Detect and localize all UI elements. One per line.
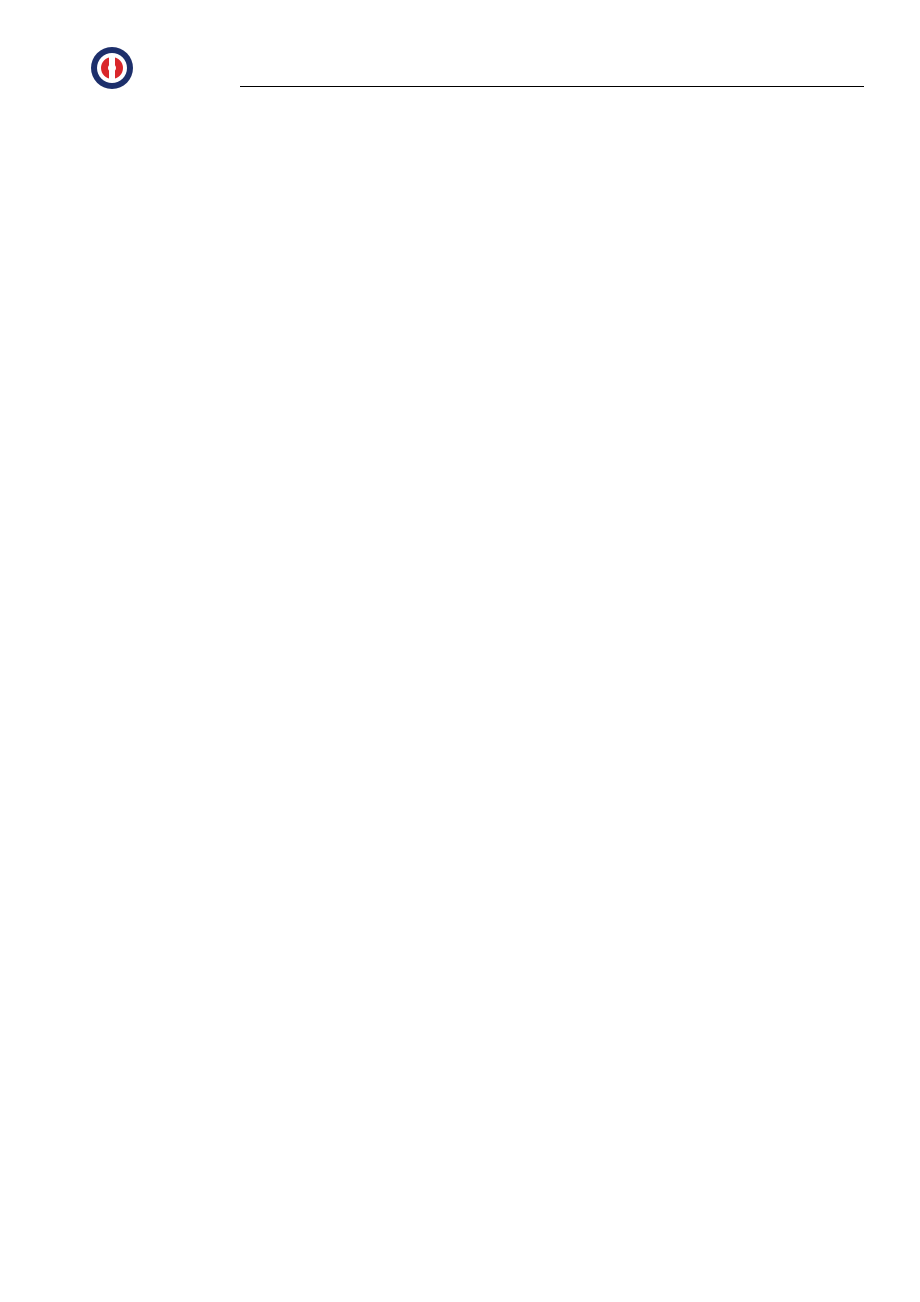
header-divider <box>240 86 864 87</box>
page-header <box>0 0 920 92</box>
shengang-logo-icon <box>90 46 134 90</box>
